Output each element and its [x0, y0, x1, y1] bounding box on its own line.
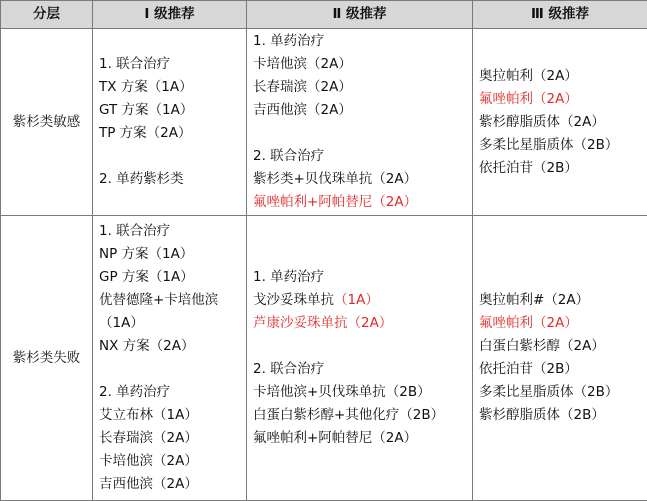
list-item: 2. 联合治疗 [253, 145, 472, 168]
row-label: 紫杉类失败 [1, 216, 93, 501]
header-row [1, 1, 647, 29]
list-item: 1. 联合治疗 [99, 220, 246, 243]
table-row [1, 216, 647, 501]
list-item: 1. 单药治疗 [253, 30, 472, 53]
header-level2: Ⅱ 级推荐 [247, 1, 473, 29]
list-item: GT 方案（1A） [99, 99, 246, 122]
list-item: 吉西他滨（2A） [99, 473, 246, 496]
header-stratum: 分层 [1, 1, 93, 29]
cell-level3 [473, 29, 647, 216]
list-item: 1. 联合治疗 [99, 53, 246, 76]
list-item: 奥拉帕利#（2A） [479, 289, 647, 312]
list-item: 紫杉醇脂质体（2A） [479, 111, 647, 134]
cell-level1 [93, 29, 247, 216]
list-item: TX 方案（1A） [99, 76, 246, 99]
spacer [99, 145, 246, 168]
list-item: 氟唑帕利+阿帕替尼（2A） [253, 427, 472, 450]
row-label: 紫杉类敏感 [1, 29, 93, 216]
list-item: 1. 单药治疗 [253, 266, 472, 289]
list-item: 依托泊苷（2B） [479, 157, 647, 180]
list-item: 氟唑帕利+阿帕替尼（2A） [253, 191, 472, 214]
cell-level2 [247, 216, 473, 501]
list-item: 紫杉醇脂质体（2B） [479, 404, 647, 427]
list-item: 2. 单药紫杉类 [99, 168, 246, 191]
item-text: 戈沙妥珠单抗 [253, 292, 334, 308]
list-item: 2. 联合治疗 [253, 358, 472, 381]
spacer [253, 122, 472, 145]
list-item: 多柔比星脂质体（2B） [479, 381, 647, 404]
list-item: 优替德隆+卡培他滨 [99, 289, 246, 312]
evidence-grade-highlight: （1A） [334, 292, 379, 308]
list-item: 吉西他滨（2A） [253, 99, 472, 122]
cell-level3 [473, 216, 647, 501]
list-item: 卡培他滨（2A） [253, 53, 472, 76]
list-item: 氟唑帕利（2A） [479, 312, 647, 335]
list-item: 长春瑞滨（2A） [99, 427, 246, 450]
list-item: NX 方案（2A） [99, 335, 246, 358]
list-item: 依托泊苷（2B） [479, 358, 647, 381]
list-item: TP 方案（2A） [99, 122, 246, 145]
cell-level1 [93, 216, 247, 501]
list-item: GP 方案（1A） [99, 266, 246, 289]
header-level3: Ⅲ 级推荐 [473, 1, 647, 29]
list-item: 2. 单药治疗 [99, 381, 246, 404]
spacer [253, 335, 472, 358]
list-item: （1A） [99, 312, 246, 335]
list-item: NP 方案（1A） [99, 243, 246, 266]
list-item: 卡培他滨（2A） [99, 450, 246, 473]
list-item: 紫杉类+贝伐珠单抗（2A） [253, 168, 472, 191]
list-item: 氟唑帕利（2A） [479, 88, 647, 111]
list-item: 白蛋白紫杉醇+其他化疗（2B） [253, 404, 472, 427]
list-item: 长春瑞滨（2A） [253, 76, 472, 99]
list-item: 芦康沙妥珠单抗（2A） [253, 312, 472, 335]
list-item: 白蛋白紫杉醇（2A） [479, 335, 647, 358]
cell-level2 [247, 29, 473, 216]
header-level1: Ⅰ 级推荐 [93, 1, 247, 29]
list-item: 卡培他滨+贝伐珠单抗（2B） [253, 381, 472, 404]
table-row [1, 29, 647, 216]
list-item: 奥拉帕利（2A） [479, 65, 647, 88]
list-item: 多柔比星脂质体（2B） [479, 134, 647, 157]
list-item: 艾立布林（1A） [99, 404, 246, 427]
spacer [99, 358, 246, 381]
list-item [253, 289, 472, 312]
